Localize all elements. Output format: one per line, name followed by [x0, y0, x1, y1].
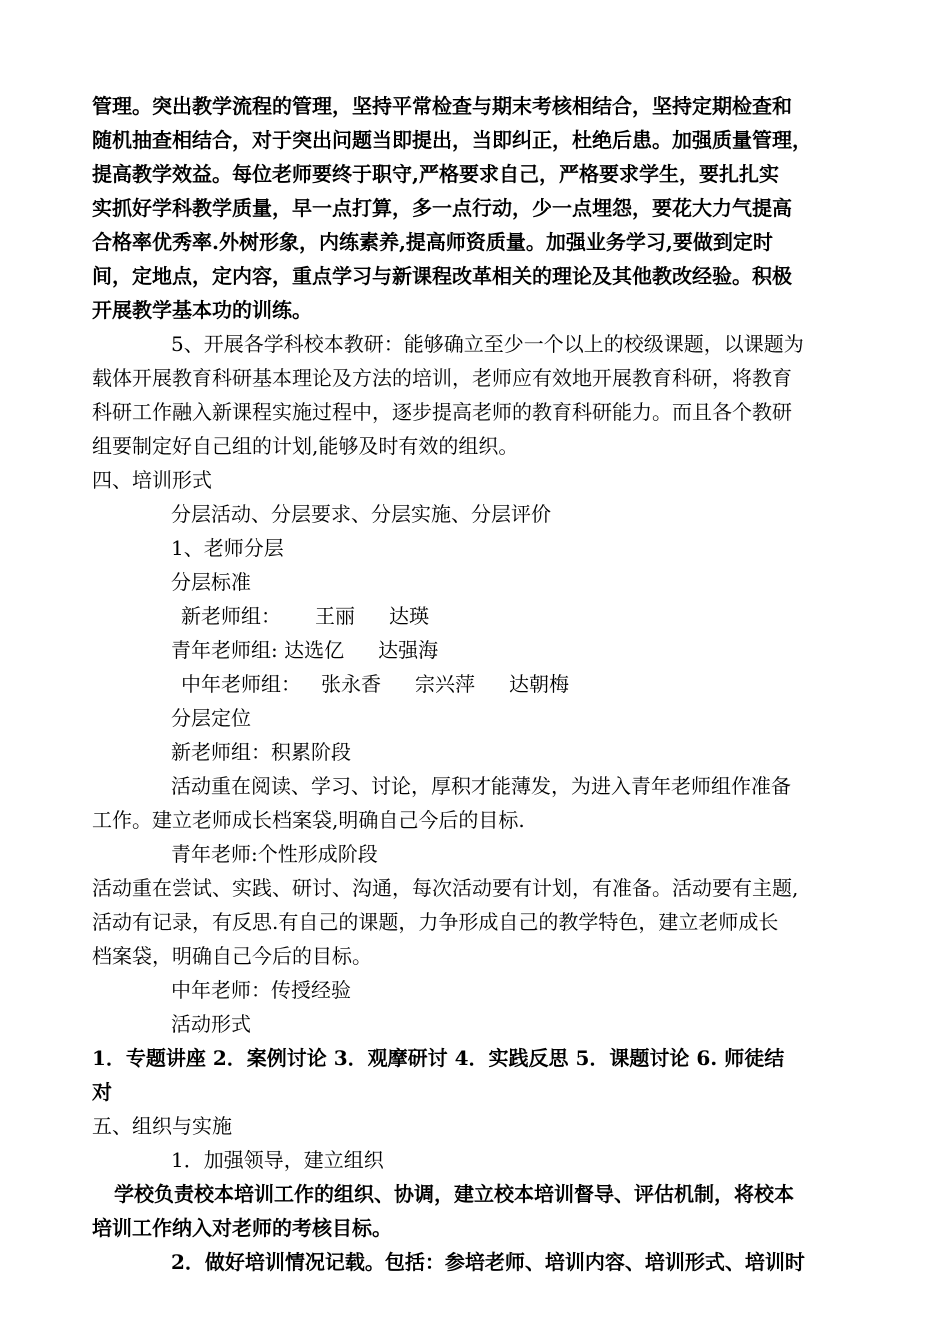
paragraph-line: 活动重在阅读、学习、讨论，厚积才能薄发，为进入青年老师组作准备 [171, 774, 791, 798]
member-name: 达强海 [378, 638, 439, 662]
member-name: 宗兴萍 [415, 672, 475, 696]
paragraph-line: 学校负责校本培训工作的组织、协调，建立校本培训督导、评估机制，将校本 [114, 1182, 794, 1206]
activity-list-line: 对 [92, 1080, 112, 1104]
paragraph-line: 活动有记录，有反思.有自己的课题，力争形成自己的教学特色，建立老师成长 [92, 910, 779, 934]
activity-list-line: 1．专题讲座 2．案例讨论 3．观摩研讨 4．实践反思 5．课题讨论 6. 师徒结 [92, 1046, 785, 1070]
paragraph-line: 中年老师：传授经验 [171, 978, 351, 1002]
member-name: 达朝梅 [509, 672, 569, 696]
group-row-young-teachers [171, 633, 880, 667]
subheading: 1、老师分层 [171, 536, 284, 560]
group-label: 青年老师组: 达选亿 [171, 638, 345, 662]
member-name: 达瑛 [389, 604, 429, 628]
paragraph-line: 随机抽查相结合，对于突出问题当即提出，当即纠正，杜绝后患。加强质量管理， [92, 128, 812, 152]
paragraph-line: 载体开展教育科研基本理论及方法的培训，老师应有效地开展教育科研，将教育 [92, 366, 792, 390]
paragraph-line: 活动重在尝试、实践、研讨、沟通，每次活动要有计划，有准备。活动要有主题, [92, 876, 799, 900]
paragraph-line: 分层活动、分层要求、分层实施、分层评价 [171, 502, 551, 526]
member-name: 王丽 [315, 604, 355, 628]
section-heading: 五、组织与实施 [92, 1114, 232, 1138]
group-row-middle-aged-teachers [181, 667, 880, 701]
paragraph-line: 管理。突出教学流程的管理，坚持平常检查与期末考核相结合，坚持定期检查和 [92, 94, 792, 118]
paragraph-line: 青年老师:个性形成阶段 [171, 842, 378, 866]
paragraph-line: 开展教学基本功的训练。 [92, 298, 312, 322]
paragraph-line: 档案袋，明确自己今后的目标。 [92, 944, 372, 968]
subheading: 分层标准 [171, 570, 251, 594]
paragraph-line: 提高教学效益。每位老师要终于职守,严格要求自己，严格要求学生，要扎扎实 [92, 162, 779, 186]
paragraph-line: 新老师组：积累阶段 [171, 740, 351, 764]
group-label: 中年老师组： [181, 672, 301, 696]
paragraph-line: 工作。建立老师成长档案袋,明确自己今后的目标. [92, 808, 525, 832]
member-name: 张永香 [321, 672, 381, 696]
paragraph-line: 2．做好培训情况记载。包括：参培老师、培训内容、培训形式、培训时 [171, 1250, 805, 1274]
subheading: 活动形式 [171, 1012, 251, 1036]
paragraph-line: 合格率优秀率.外树形象，内练素养,提高师资质量。加强业务学习,要做到定时 [92, 230, 773, 254]
paragraph-line: 科研工作融入新课程实施过程中，逐步提高老师的教育科研能力。而且各个教研 [92, 400, 792, 424]
group-label: 新老师组： [181, 604, 281, 628]
section-heading: 四、培训形式 [92, 468, 212, 492]
paragraph-line: 间，定地点，定内容，重点学习与新课程改革相关的理论及其他教改经验。积极 [92, 264, 792, 288]
paragraph-line: 5、开展各学科校本教研：能够确立至少一个以上的校级课题，以课题为 [171, 332, 804, 356]
paragraph-line: 培训工作纳入对老师的考核目标。 [92, 1216, 392, 1240]
paragraph-line: 实抓好学科教学质量，早一点打算，多一点行动，少一点埋怨，要花大力气提高 [92, 196, 792, 220]
group-row-new-teachers [181, 599, 880, 633]
paragraph-line: 组要制定好自己组的计划,能够及时有效的组织。 [92, 434, 519, 458]
subheading: 分层定位 [171, 706, 251, 730]
subheading: 1．加强领导，建立组织 [171, 1148, 384, 1172]
